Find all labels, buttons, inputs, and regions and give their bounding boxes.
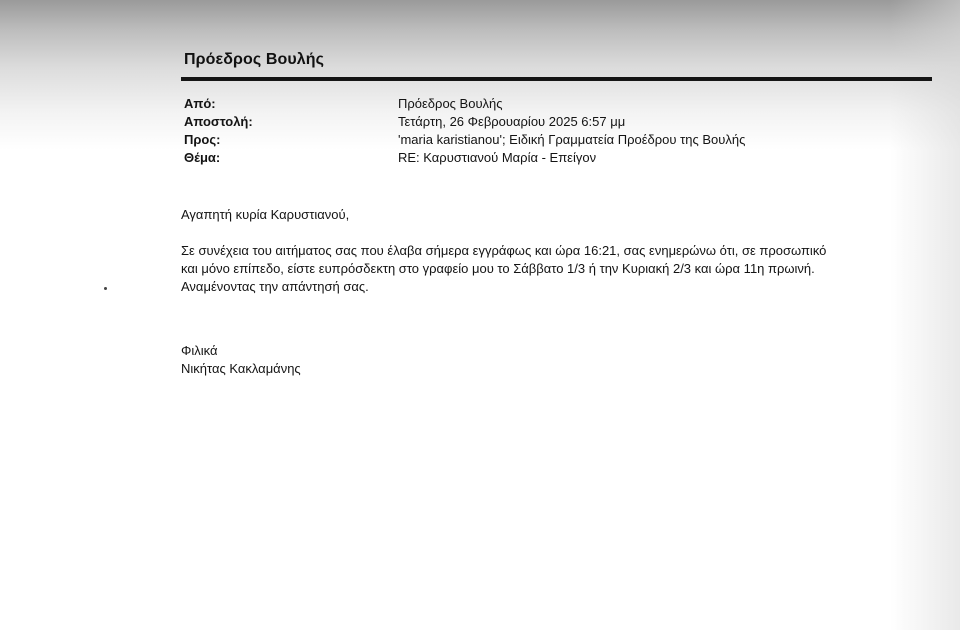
subject-label: Θέμα: bbox=[184, 150, 221, 165]
sent-value: Τετάρτη, 26 Φεβρουαρίου 2025 6:57 μμ bbox=[398, 114, 626, 129]
signature-name: Νικήτας Κακλαμάνης bbox=[181, 361, 301, 376]
greeting-line: Αγαπητή κυρία Καρυστιανού, bbox=[181, 207, 350, 222]
body-line-1: Σε συνέχεια του αιτήματος σας που έλαβα σήμερα εγγράφως και ώρα 16:21, σας ενημερώνω ότι, σε προσωπικό bbox=[181, 243, 827, 258]
email-closing bbox=[181, 342, 301, 378]
body-line-2: και μόνο επίπεδο, είστε ευπρόσδεκτη στο γραφείο μου το Σάββατο 1/3 ή την Κυριακή 2/3 και ώρα 11η πρωινή. bbox=[181, 261, 815, 276]
scan-speck bbox=[104, 287, 107, 290]
header-divider bbox=[181, 77, 932, 81]
body-line-3: Αναμένοντας την απάντησή σας. bbox=[181, 279, 369, 294]
from-label: Από: bbox=[184, 96, 216, 111]
from-value: Πρόεδρος Βουλής bbox=[398, 96, 503, 111]
email-body bbox=[181, 206, 921, 296]
sent-label: Αποστολή: bbox=[184, 114, 253, 129]
mailbox-name: Πρόεδρος Βουλής bbox=[184, 51, 325, 68]
subject-value: RE: Καρυστιανού Μαρία - Επείγον bbox=[398, 150, 597, 165]
to-value: 'maria karistianou'; Ειδική Γραμματεία Προέδρου της Βουλής bbox=[398, 132, 746, 147]
to-label: Προς: bbox=[184, 132, 221, 147]
sign-off: Φιλικά bbox=[181, 343, 218, 358]
